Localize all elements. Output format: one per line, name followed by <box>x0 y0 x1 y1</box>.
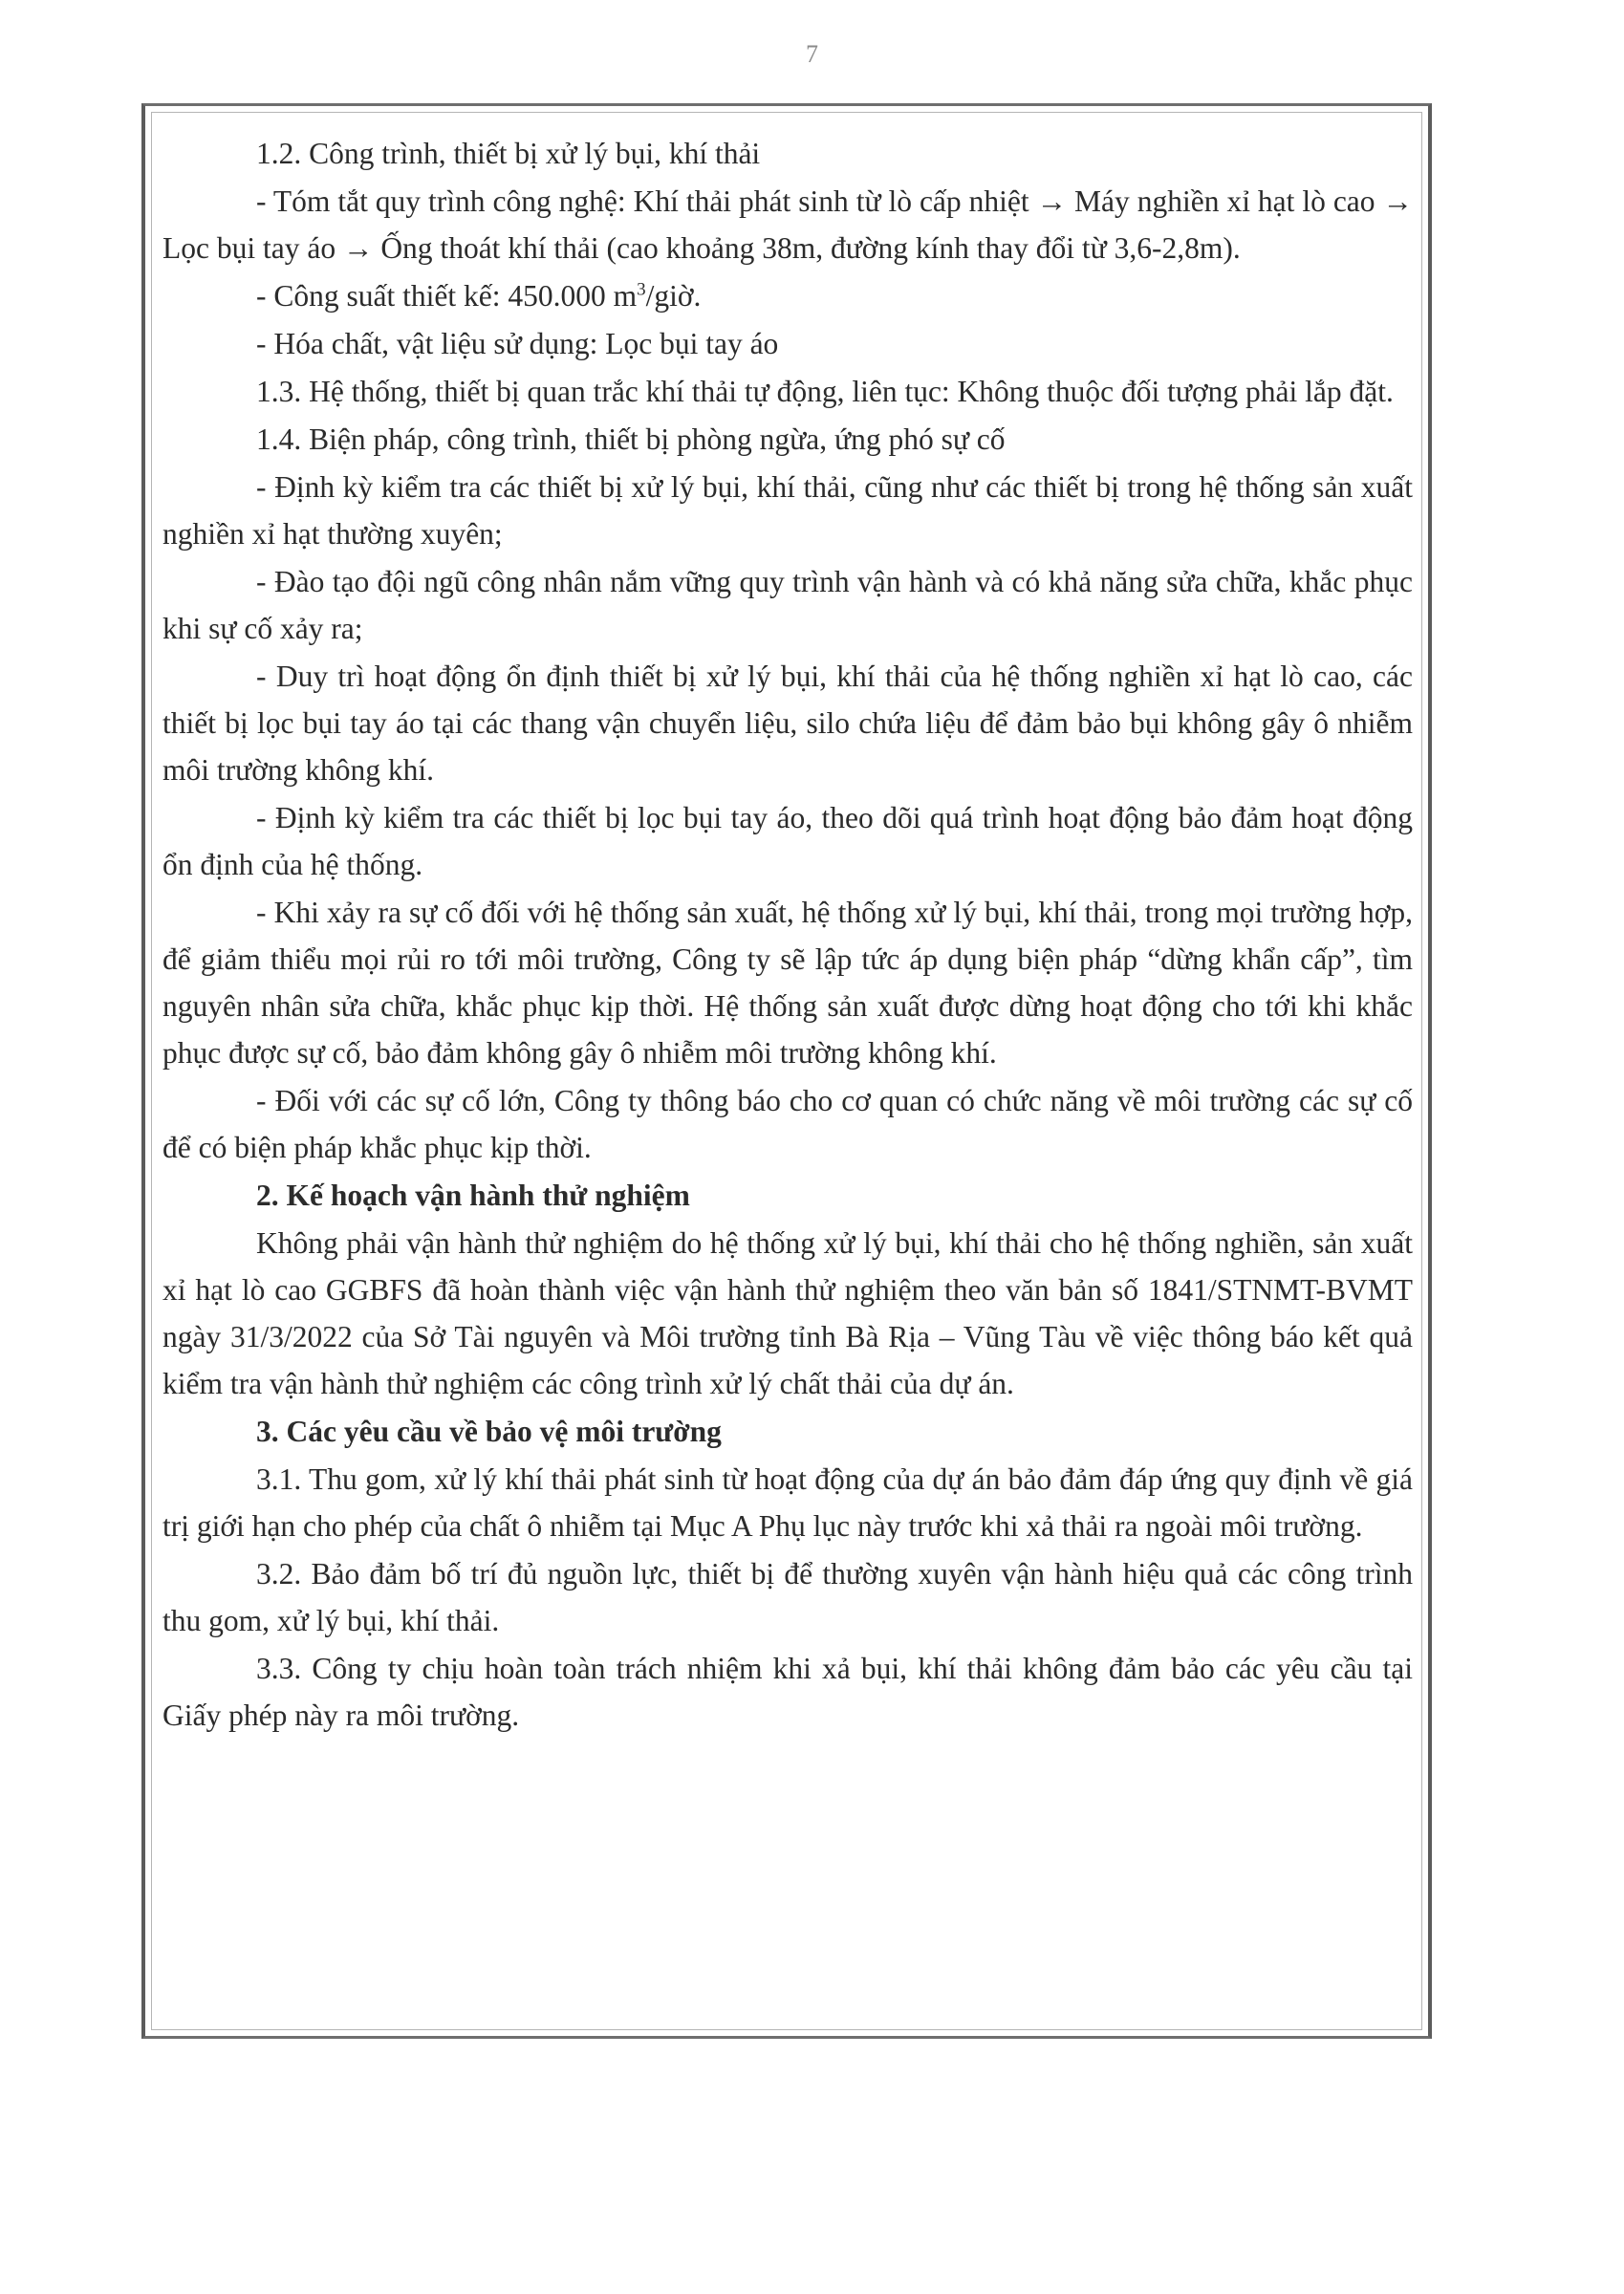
paragraph-requirement-3-2: 3.2. Bảo đảm bố trí đủ nguồn lực, thiết bị để thường xuyên vận hành hiệu quả các công trình thu gom, xử lý bụi, khí thải. <box>162 1557 1413 1637</box>
section-heading-1-4: 1.4. Biện pháp, công trình, thiết bị phòng ngừa, ứng phó sự cố <box>256 422 1006 456</box>
paragraph-trial-operation: Không phải vận hành thử nghiệm do hệ thống xử lý bụi, khí thải cho hệ thống nghiền, sản xuất xỉ hạt lò cao GGBFS đã hoàn thành việc vận hành thử nghiệm theo văn bản số 1841/STNMT-BVMT ngày 31/3/2022 của Sở Tài nguyên và Môi trường tỉnh Bà Rịa – Vũng Tàu về việc thông báo kết quả kiểm tra vận hành thử nghiệm các công trình xử lý chất thải của dự án. <box>162 1226 1413 1400</box>
capacity-text: - Công suất thiết kế: 450.000 m <box>256 279 638 313</box>
page-number: 7 <box>806 40 818 68</box>
section-heading-1-3: 1.3. Hệ thống, thiết bị quan trắc khí thải tự động, liên tục: Không thuộc đối tượng phải lắp đặt. <box>256 375 1394 408</box>
paragraph-major-incidents: - Đối với các sự cố lớn, Công ty thông báo cho cơ quan có chức năng về môi trường các sự cố để có biện pháp khắc phục kịp thời. <box>162 1084 1413 1164</box>
paragraph-process-summary: - Tóm tắt quy trình công nghệ: Khí thải phát sinh từ lò cấp nhiệt → Máy nghiền xỉ hạt lò cao → Lọc bụi tay áo → Ống thoát khí thải (cao khoảng 38m, đường kính thay đổi từ 3,6-2,8m). <box>162 184 1413 265</box>
section-heading-2: 2. Kế hoạch vận hành thử nghiệm <box>256 1179 690 1212</box>
section-heading-1-2: 1.2. Công trình, thiết bị xử lý bụi, khí thải <box>256 137 761 170</box>
section-heading-3: 3. Các yêu cầu về bảo vệ môi trường <box>256 1415 722 1448</box>
paragraph-incident-response: - Khi xảy ra sự cố đối với hệ thống sản xuất, hệ thống xử lý bụi, khí thải, trong mọi trường hợp, để giảm thiểu mọi rủi ro tới môi trường, Công ty sẽ lập tức áp dụng biện pháp “dừng khẩn cấp”, tìm nguyên nhân sửa chữa, khắc phục kịp thời. Hệ thống sản xuất được dừng hoạt động cho tới khi khắc phục được sự cố, bảo đảm không gây ô nhiễm môi trường không khí. <box>162 896 1413 1070</box>
paragraph-requirement-3-1: 3.1. Thu gom, xử lý khí thải phát sinh từ hoạt động của dự án bảo đảm đáp ứng quy định về giá trị giới hạn cho phép của chất ô nhiễm tại Mục A Phụ lục này trước khi xả thải ra ngoài môi trường. <box>162 1462 1413 1543</box>
document-body <box>162 130 1413 1740</box>
paragraph-requirement-3-3: 3.3. Công ty chịu hoàn toàn trách nhiệm khi xả bụi, khí thải không đảm bảo các yêu cầu tại Giấy phép này ra môi trường. <box>162 1652 1413 1732</box>
paragraph-stable-operation: - Duy trì hoạt động ổn định thiết bị xử lý bụi, khí thải của hệ thống nghiền xỉ hạt lò cao, các thiết bị lọc bụi tay áo tại các thang vận chuyển liệu, silo chứa liệu để đảm bảo bụi không gây ô nhiễm môi trường không khí. <box>162 660 1413 787</box>
capacity-unit: /giờ. <box>645 279 702 313</box>
paragraph-periodic-inspection: - Định kỳ kiểm tra các thiết bị xử lý bụi, khí thải, cũng như các thiết bị trong hệ thống sản xuất nghiền xỉ hạt thường xuyên; <box>162 470 1413 551</box>
capacity-superscript: 3 <box>637 279 646 300</box>
paragraph-worker-training: - Đào tạo đội ngũ công nhân nắm vững quy trình vận hành và có khả năng sửa chữa, khắc phục khi sự cố xảy ra; <box>162 565 1413 645</box>
paragraph-design-capacity <box>162 272 1413 319</box>
paragraph-chemicals: - Hóa chất, vật liệu sử dụng: Lọc bụi tay áo <box>256 327 779 360</box>
paragraph-filter-inspection: - Định kỳ kiểm tra các thiết bị lọc bụi tay áo, theo dõi quá trình hoạt động bảo đảm hoạt động ổn định của hệ thống. <box>162 801 1413 881</box>
